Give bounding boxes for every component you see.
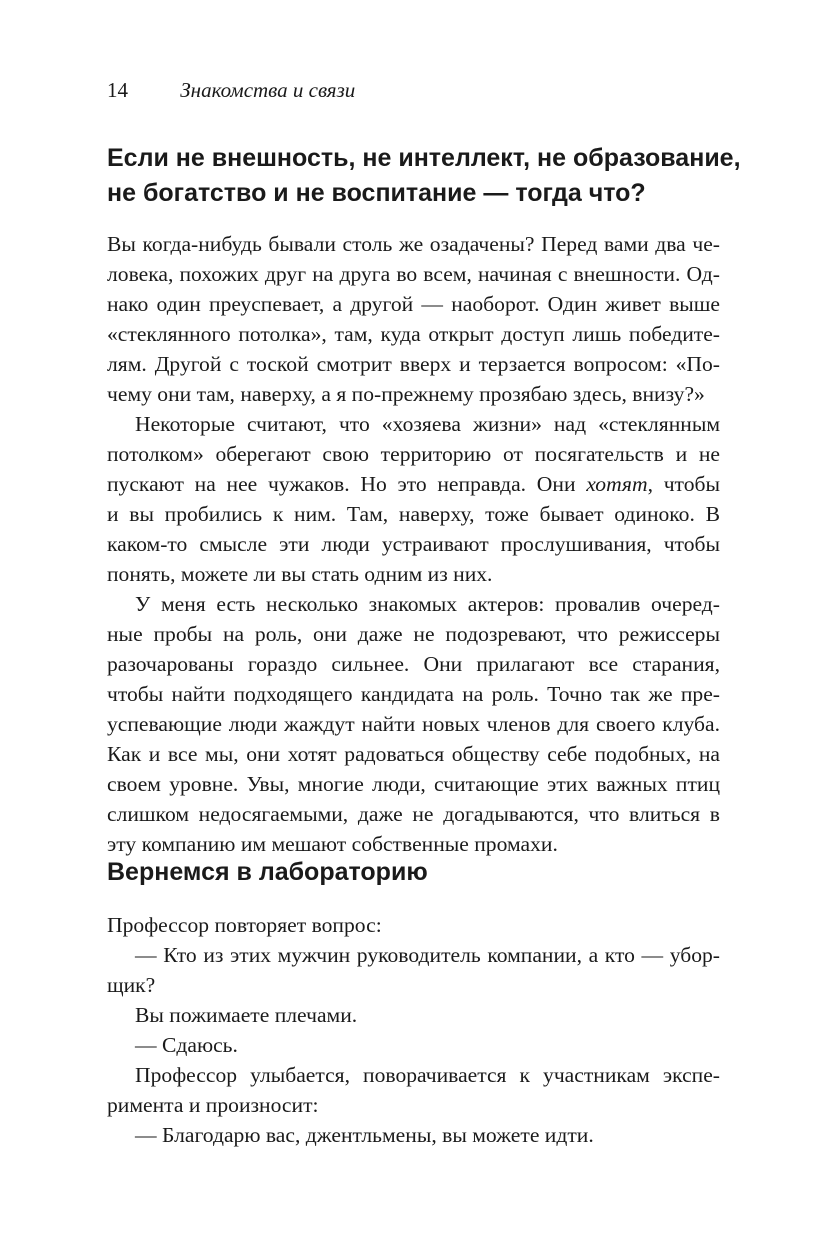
- text-line: своем уровне. Увы, многие люди, считающие этих важных птиц: [107, 772, 720, 796]
- text-line: ловека, похожих друг на друга во всем, начиная с внешности. Од-: [107, 262, 720, 286]
- running-head: [107, 76, 355, 104]
- text-fragment: пускают на нее чужаков. Но это неправда. Они: [107, 472, 576, 496]
- dialogue-line: — Благодарю вас, джентльмены, вы можете идти.: [135, 1123, 594, 1147]
- text-line: и вы пробились к ним. Там, наверху, тоже бывает одиноко. В: [107, 502, 720, 526]
- section-heading-1: [107, 141, 741, 211]
- page-number: 14: [107, 78, 128, 102]
- text-line: потолком» оберегают свою территорию от посягательств и не: [107, 442, 720, 466]
- emphasized-word: хотят: [586, 472, 648, 496]
- dialogue-line: — Сдаюсь.: [135, 1033, 238, 1057]
- text-line: Вы когда-нибудь бывали столь же озадачены? Перед вами два че-: [107, 232, 720, 256]
- text-line: разочарованы гораздо сильнее. Они прилагают все старания,: [107, 652, 720, 676]
- text-line: У меня есть несколько знакомых актеров: провалив очеред-: [135, 592, 720, 616]
- text-line: Некоторые считают, что «хозяева жизни» над «стеклянным: [135, 412, 720, 436]
- text-line: «стеклянного потолка», там, куда открыт доступ лишь победите-: [107, 322, 720, 346]
- text-line: Как и все мы, они хотят радоваться обществу себе подобных, на: [107, 742, 720, 766]
- section-heading-2: Вернемся в лабораторию: [107, 858, 428, 886]
- text-fragment: , чтобы: [647, 472, 720, 496]
- text-line: Вы пожимаете плечами.: [135, 1003, 358, 1027]
- text-line: щик?: [107, 973, 156, 997]
- text-line: ные пробы на роль, они даже не подозревают, что режиссеры: [107, 622, 720, 646]
- text-line: эту компанию им мешают собственные промахи.: [107, 832, 558, 856]
- heading-line: не богатство и не воспитание — тогда что?: [107, 179, 646, 207]
- text-line: чему они там, наверху, а я по-прежнему прозябаю здесь, внизу?»: [107, 382, 705, 406]
- text-line: слишком недосягаемыми, даже не догадываются, что влиться в: [107, 802, 720, 826]
- text-line: Профессор повторяет вопрос:: [107, 913, 382, 937]
- text-line: нако один преуспевает, а другой — наоборот. Один живет выше: [107, 292, 720, 316]
- text-line: римента и произносит:: [107, 1093, 319, 1117]
- text-line: каком-то смысле эти люди устраивают прослушивания, чтобы: [107, 532, 720, 556]
- text-line: лям. Другой с тоской смотрит вверх и терзается вопросом: «По-: [107, 352, 720, 376]
- text-line: понять, можете ли вы стать одним из них.: [107, 562, 493, 586]
- heading-line: Если не внешность, не интеллект, не образование,: [107, 144, 741, 172]
- dialogue-line: — Кто из этих мужчин руководитель компании, а кто — убор-: [135, 943, 720, 967]
- running-title: Знакомства и связи: [180, 78, 356, 102]
- text-line: успевающие люди жаждут найти новых членов для своего клуба.: [107, 712, 720, 736]
- text-line: чтобы найти подходящего кандидата на роль. Точно так же пре-: [107, 682, 720, 706]
- text-line: Профессор улыбается, поворачивается к участникам экспе-: [135, 1063, 720, 1087]
- text-line-with-emphasis: [107, 469, 720, 499]
